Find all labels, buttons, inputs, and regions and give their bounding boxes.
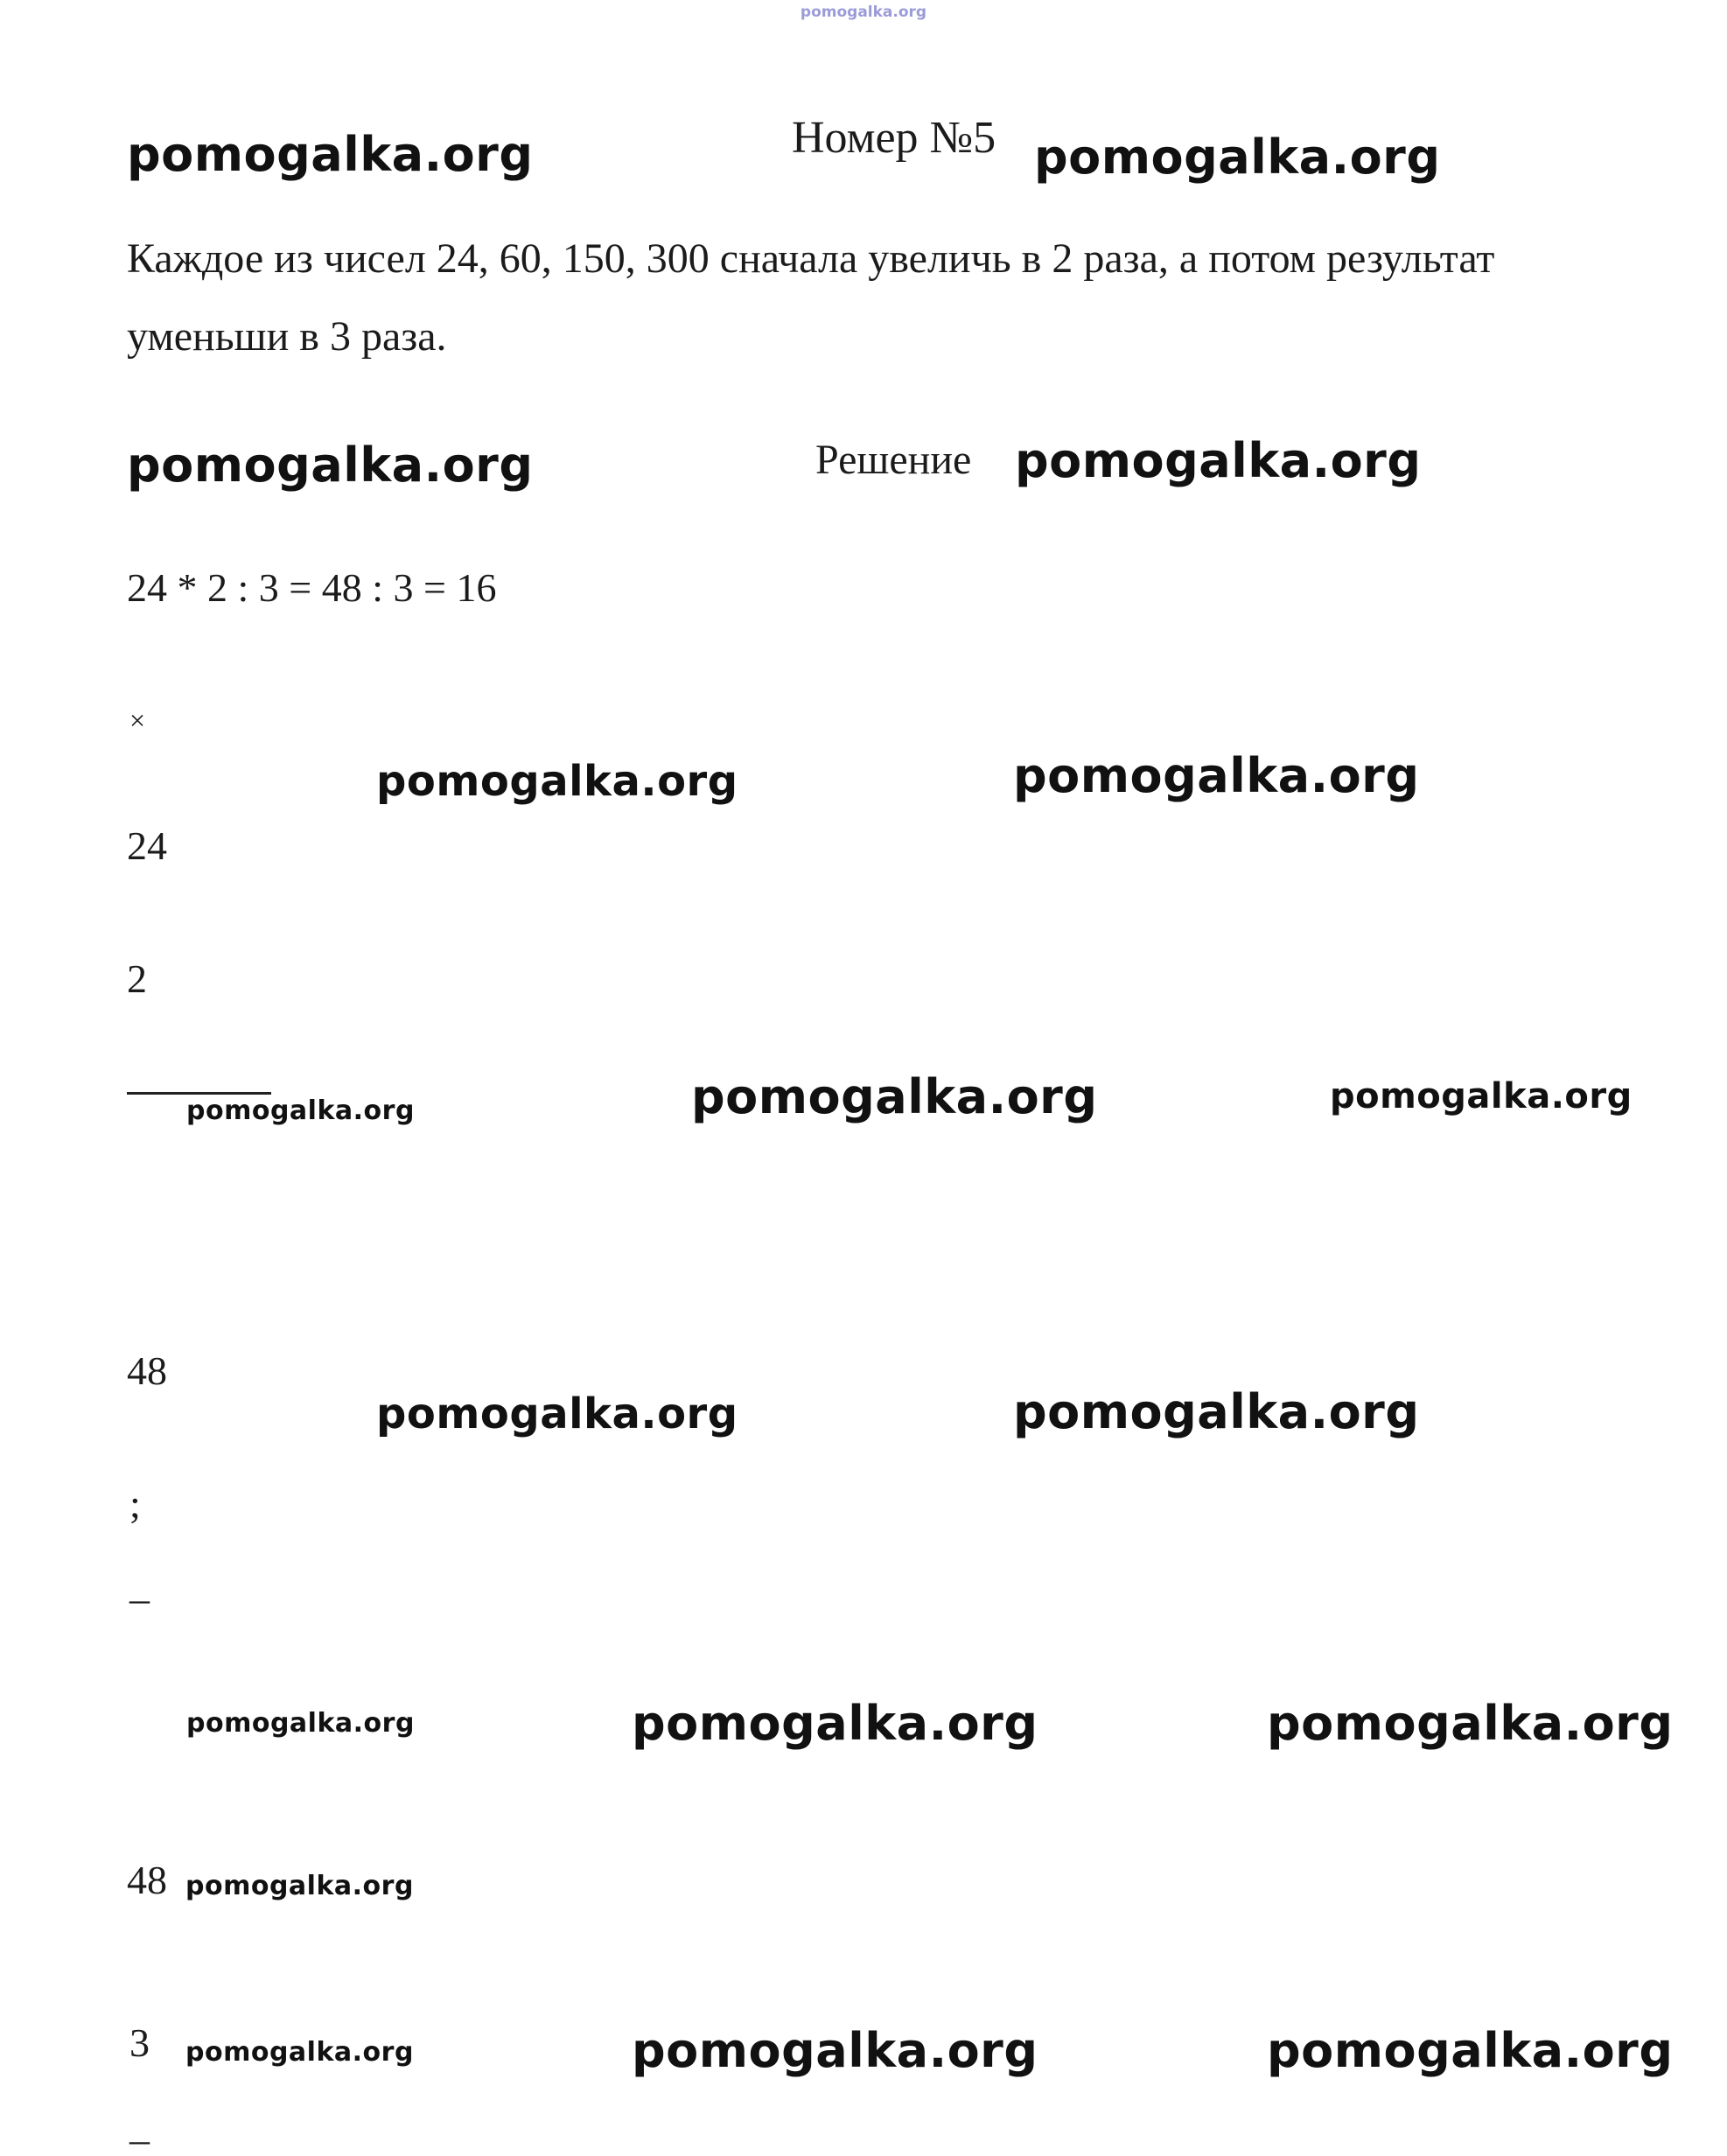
multiplicand: 24 [127,823,167,868]
watermark: pomogalka.org [691,1069,1098,1124]
watermark: pomogalka.org [1034,130,1441,185]
dash: – [129,1576,150,1620]
product: 48 [127,1348,167,1393]
watermark: pomogalka.org [1267,2023,1674,2078]
multiply-sign: × [129,704,146,736]
watermark: pomogalka.org [186,1096,415,1126]
watermark: pomogalka.org [1267,1696,1674,1751]
separator: ; [129,1481,141,1526]
dividend: 48 [127,1858,167,1902]
watermark: pomogalka.org [1013,1384,1420,1439]
watermark: pomogalka.org [632,2023,1038,2078]
work-line [127,1092,271,1095]
watermark: pomogalka.org [185,2037,414,2068]
equation: 24 * 2 : 3 = 48 : 3 = 16 [127,565,497,610]
problem-text: Каждое из чисел 24, 60, 150, 300 сначала увеличь в 2 раза, а потом результат уменьши в 3 раза. [127,235,1495,360]
top-watermark: pomogalka.org [800,4,927,21]
solution-label: Решение [815,437,972,483]
watermark: pomogalka.org [186,1708,415,1739]
watermark: pomogalka.org [632,1696,1038,1751]
watermark: pomogalka.org [127,127,534,182]
watermark: pomogalka.org [185,1871,414,1901]
watermark: pomogalka.org [127,438,534,493]
page-title: Номер №5 [792,113,996,163]
watermark: pomogalka.org [376,757,738,806]
multiplier: 2 [127,956,147,1001]
watermark: pomogalka.org [1013,748,1420,803]
dash: – [129,2117,150,2156]
watermark: pomogalka.org [1015,433,1422,488]
divisor: 3 [129,2020,150,2065]
watermark: pomogalka.org [376,1390,738,1438]
watermark: pomogalka.org [1330,1076,1633,1116]
